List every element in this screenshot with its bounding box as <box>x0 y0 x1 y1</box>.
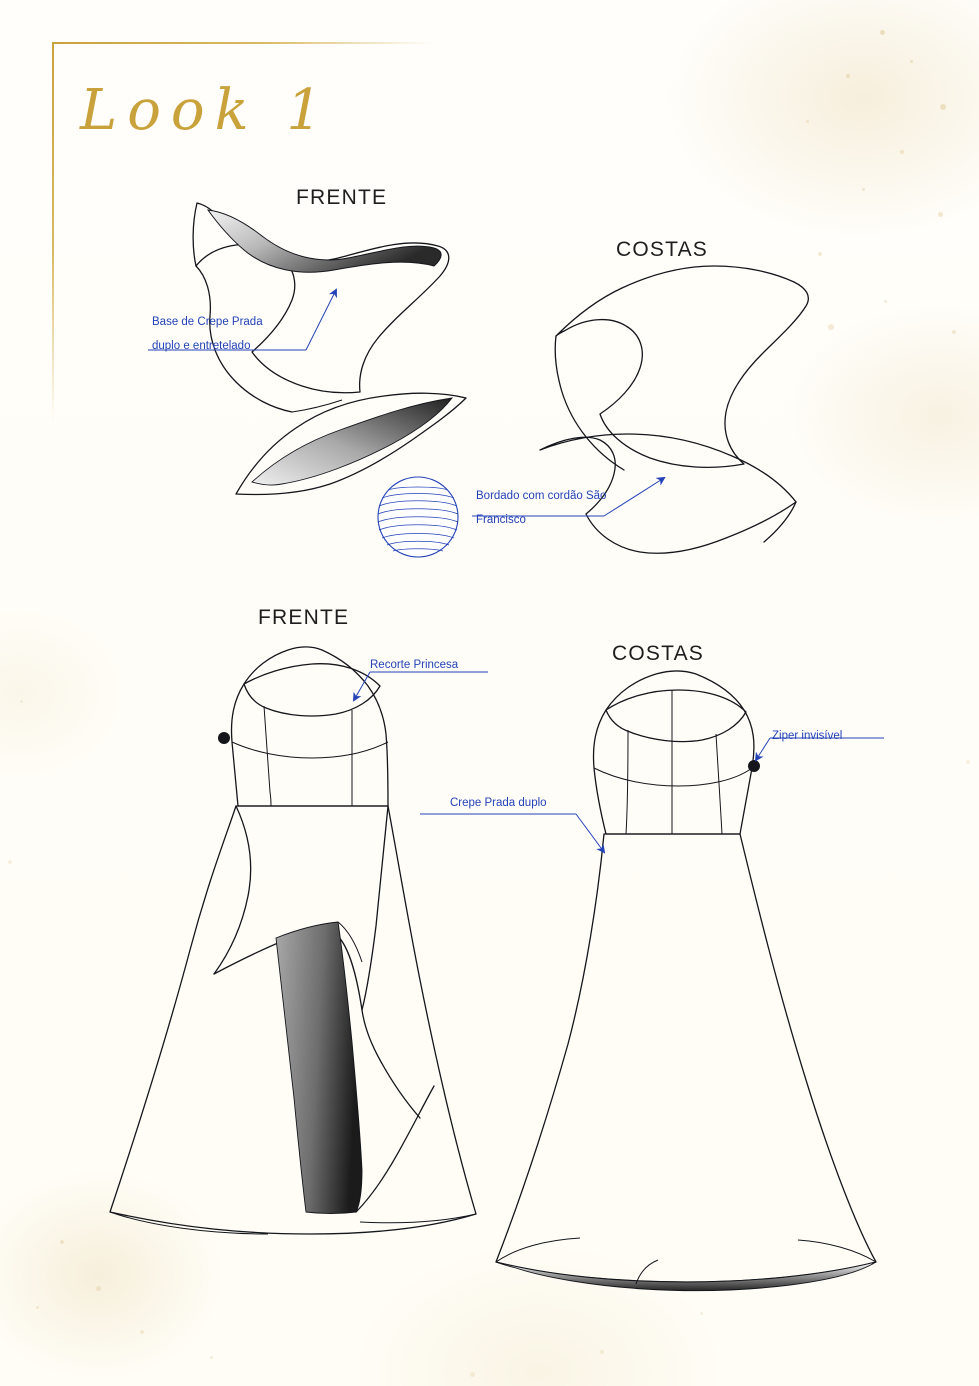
annotation-bordado-line1: Bordado com cordão São <box>476 490 607 502</box>
caption-top-back: COSTAS <box>616 238 708 261</box>
hatched-circle-icon <box>378 477 458 557</box>
annotation-recorte-princesa: Recorte Princesa <box>370 659 459 671</box>
drawing-bottom-front <box>110 647 476 1234</box>
annotation-base-crepe <box>152 310 302 358</box>
annotation-ziper-invisivel: Ziper invisível <box>772 730 843 742</box>
caption-bottom-back: COSTAS <box>612 642 704 665</box>
annotation-bordado <box>476 484 646 532</box>
annotation-crepe-duplo-leader <box>420 814 604 852</box>
annotation-base-crepe-line1: Base de Crepe Prada <box>152 316 263 328</box>
annotation-base-crepe-line2: duplo e entretelado <box>152 340 251 353</box>
caption-top-front: FRENTE <box>296 186 388 209</box>
annotation-bordado-line2: Francisco <box>476 514 526 527</box>
drawing-bottom-back <box>496 671 876 1291</box>
annotation-crepe-prada-duplo: Crepe Prada duplo <box>450 797 547 809</box>
page-title-text: Look 1 <box>80 78 332 143</box>
caption-bottom-front: FRENTE <box>258 606 350 629</box>
